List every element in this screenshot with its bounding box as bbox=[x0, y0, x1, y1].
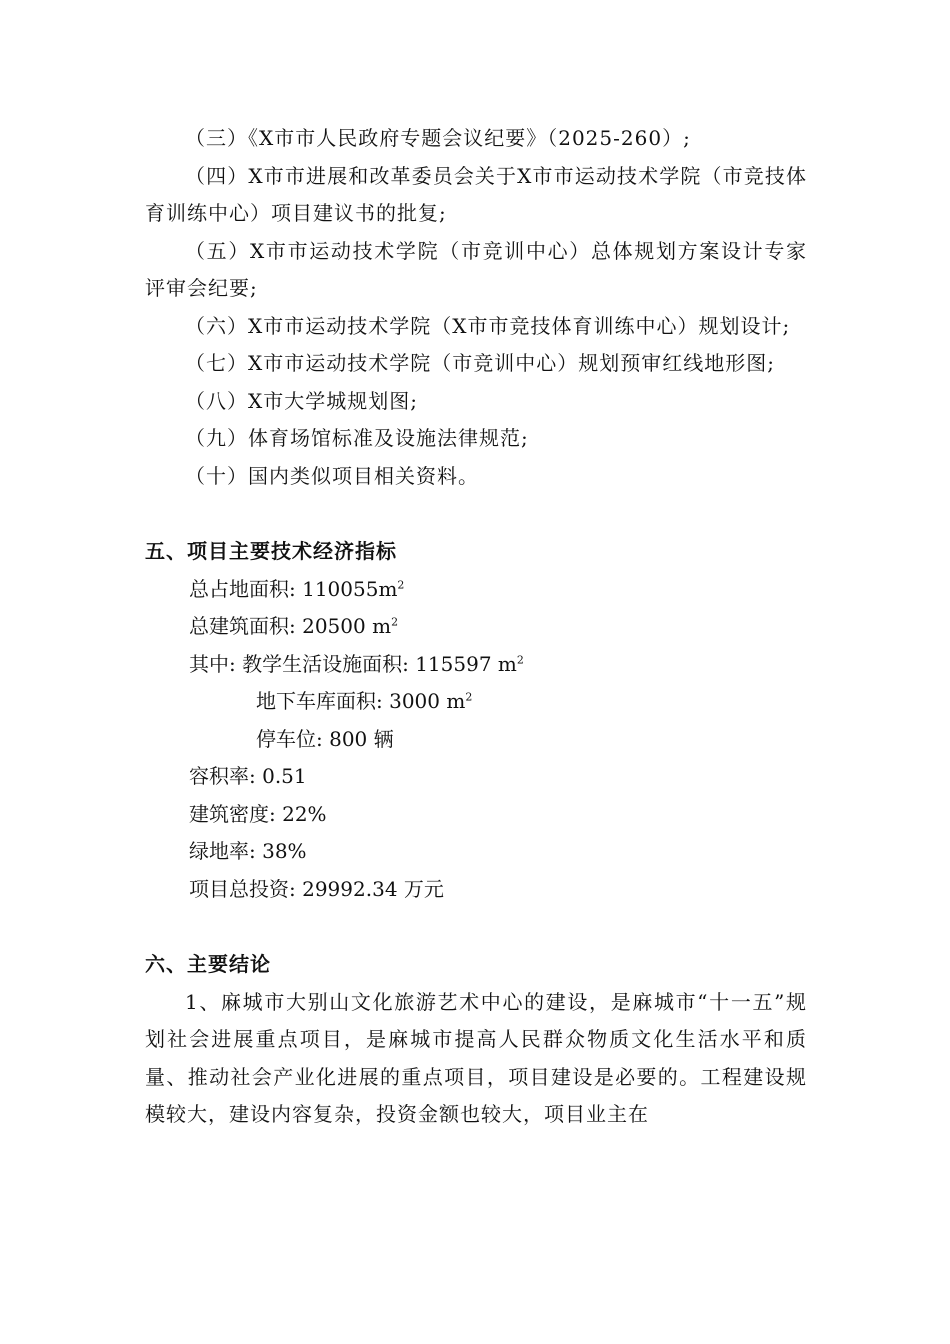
reference-item: （七）X市市运动技术学院（市竞训中心）规划预审红线地形图; bbox=[185, 351, 775, 375]
indicator-investment bbox=[145, 871, 807, 909]
reference-item: （十）国内类似项目相关资料。 bbox=[185, 463, 479, 488]
reference-item: （五）X市市运动技术学院（市竞训中心）总体规划方案设计专家评审会纪要; bbox=[145, 238, 807, 300]
indicator-garage bbox=[145, 683, 807, 721]
unit-superscript: 2 bbox=[397, 577, 405, 591]
indicator-label: 项目总投资: bbox=[189, 876, 296, 901]
indicator-value: 110055m bbox=[302, 576, 398, 601]
indicator-value: 29992.34 万元 bbox=[302, 876, 444, 901]
spacer bbox=[145, 908, 807, 946]
indicator-teaching bbox=[145, 646, 807, 684]
reference-item: （三）《X市市人民政府专题会议纪要》（2025-260）; bbox=[185, 126, 691, 150]
unit-superscript: 2 bbox=[516, 652, 524, 666]
indicator-label: 地下车库面积: bbox=[256, 689, 383, 713]
unit-superscript: 2 bbox=[465, 690, 473, 704]
indicator-parking bbox=[145, 721, 807, 759]
indicator-label: 停车位: bbox=[256, 726, 323, 751]
conclusion-paragraph: 1、麻城市大别山文化旅游艺术中心的建设，是麻城市“十一五”规划社会进展重点项目，是麻城市提高人民群众物质文化生活水平和质量、推动社会产业化进展的重点项目，项目建设是必要的。工程建设规模较大，建设内容复杂，投资金额也较大，项目业主在 bbox=[145, 989, 807, 1126]
indicator-building-density: 建筑密度: 22% bbox=[189, 801, 327, 826]
indicator-green-rate: 绿地率: 38% bbox=[189, 839, 307, 863]
indicator-value: 115597 m bbox=[415, 651, 517, 676]
spacer bbox=[145, 495, 807, 533]
reference-item: （六）X市市运动技术学院（X市市竞技体育训练中心）规划设计; bbox=[185, 313, 791, 338]
indicator-plot-ratio: 容积率: 0.51 bbox=[189, 764, 307, 788]
section-heading: 六、主要结论 bbox=[145, 952, 271, 976]
indicator-value: 800 辆 bbox=[329, 726, 394, 751]
indicator-total-land bbox=[145, 571, 807, 609]
indicator-value: 20500 m bbox=[302, 614, 392, 638]
reference-item: （八）X市大学城规划图; bbox=[185, 388, 418, 413]
indicator-label: 总建筑面积: bbox=[189, 614, 296, 638]
reference-item: （四）X市市进展和改革委员会关于X市市运动技术学院（市竞技体育训练中心）项目建议书的批复; bbox=[145, 163, 807, 225]
document-body bbox=[145, 120, 807, 1134]
indicator-label: 总占地面积: bbox=[189, 576, 296, 601]
unit-superscript: 2 bbox=[391, 615, 399, 629]
indicator-total-building bbox=[145, 608, 807, 646]
indicator-value: 3000 m bbox=[389, 689, 466, 713]
indicator-label: 其中: 教学生活设施面积: bbox=[189, 651, 409, 676]
reference-item: （九）体育场馆标准及设施法律规范; bbox=[185, 426, 529, 450]
section-heading: 五、项目主要技术经济指标 bbox=[145, 539, 397, 563]
